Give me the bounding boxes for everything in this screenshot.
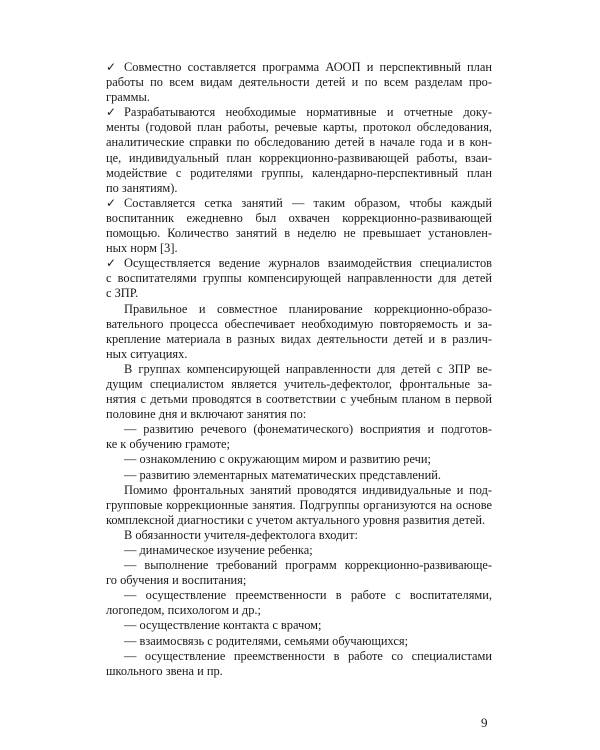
line-text: ке к обучению грамоте; — [106, 437, 231, 452]
line-text: половине дня и включают занятия по: — [106, 407, 307, 422]
paragraph — [106, 362, 492, 422]
text-line — [106, 151, 492, 166]
text-line — [106, 422, 492, 437]
line-text: помощью. Количество занятий в неделю не превышает установлен- — [106, 226, 492, 241]
text-line — [106, 634, 492, 649]
text-line — [106, 75, 492, 90]
checkmark-icon: ✓ — [106, 195, 117, 210]
text-line — [106, 347, 492, 362]
text-line — [106, 196, 492, 211]
line-text: модействие с родителями группы, календарно-перспективный план — [106, 165, 492, 180]
text-line — [106, 407, 492, 422]
paragraph — [106, 649, 492, 679]
checkmark-icon: ✓ — [106, 105, 117, 120]
line-text: нятия с детьми проводятся в соответствии с учебным планом в первой — [106, 392, 492, 407]
line-text: Разрабатываются необходимые нормативные и отчетные доку- — [124, 105, 492, 120]
text-line — [106, 392, 492, 407]
line-text: групповые коррекционные занятия. Подгруппы организуются на основе — [106, 497, 492, 512]
text-line — [106, 60, 492, 75]
checkmark-icon: ✓ — [106, 60, 117, 74]
line-text: — выполнение требований программ коррекционно-развивающе- — [124, 558, 492, 573]
line-text: комплексной диагностики с учетом актуального уровня развития детей. — [106, 512, 486, 527]
text-line — [106, 317, 492, 332]
text-line — [106, 332, 492, 347]
paragraph — [106, 618, 492, 633]
text-line — [106, 588, 492, 603]
text-line — [106, 241, 492, 256]
text-line — [106, 543, 492, 558]
line-text: с ЗПР. — [106, 286, 139, 301]
line-text: крепление материала в разных видах деятельности детей и в различ- — [106, 331, 492, 346]
text-line — [106, 181, 492, 196]
text-line — [106, 513, 492, 528]
text-line — [106, 286, 492, 301]
page-number: 9 — [481, 715, 488, 730]
text-line — [106, 558, 492, 573]
text-line — [106, 256, 492, 271]
line-text: дущим специалистом является учитель-дефектолог, фронтальные за- — [106, 376, 492, 391]
line-text: с воспитателями группы компенсирующей направленности для детей — [106, 271, 492, 286]
line-text: вательного процесса обеспечивает необходимую повторяемость и за- — [106, 316, 492, 331]
checklist-item — [106, 105, 492, 196]
text-line — [106, 271, 492, 286]
text-line — [106, 483, 492, 498]
line-text: аналитические справки по обследованию детей в начале года и в кон- — [106, 135, 492, 150]
paragraph — [106, 452, 492, 467]
paragraph — [106, 634, 492, 649]
checklist-item — [106, 256, 492, 301]
line-text: воспитанник ежедневно был охвачен коррекционно-развивающей — [106, 210, 492, 225]
line-text: менты (годовой план работы, речевые карты, протокол обследования, — [106, 120, 492, 135]
text-line — [106, 437, 492, 452]
line-text: ных ситуациях. — [106, 346, 188, 361]
line-text: Составляется сетка занятий — таким образом, чтобы каждый — [124, 195, 492, 210]
line-text: го обучения и воспитания; — [106, 573, 247, 588]
line-text: ных норм [3]. — [106, 241, 178, 256]
text-line — [106, 498, 492, 513]
line-text: работы по всем видам деятельности детей и по всем разделам про- — [106, 75, 492, 90]
paragraph — [106, 302, 492, 362]
line-text: — осуществление преемственности в работе со специалистами — [124, 648, 492, 663]
text-line — [106, 468, 492, 483]
paragraph — [106, 483, 492, 528]
line-text: граммы. — [106, 90, 150, 105]
line-text: — взаимосвязь с родителями, семьями обучающихся; — [124, 633, 409, 648]
line-text: — осуществление контакта с врачом; — [124, 618, 322, 633]
checkmark-icon: ✓ — [106, 256, 117, 271]
text-line — [106, 226, 492, 241]
text-line — [106, 135, 492, 150]
paragraph — [106, 528, 492, 543]
text-line — [106, 302, 492, 317]
text-line — [106, 528, 492, 543]
text-line — [106, 649, 492, 664]
paragraph — [106, 558, 492, 588]
paragraph — [106, 588, 492, 618]
document-page — [106, 60, 492, 679]
text-line — [106, 618, 492, 633]
text-line — [106, 664, 492, 679]
text-line — [106, 90, 492, 105]
line-text: — ознакомлению с окружающим миром и развитию речи; — [124, 452, 431, 467]
line-text: Правильное и совместное планирование коррекционно-образо- — [124, 301, 492, 316]
checklist-item — [106, 196, 492, 256]
text-line — [106, 377, 492, 392]
text-line — [106, 105, 492, 120]
line-text: В обязанности учителя-дефектолога входит: — [124, 527, 358, 542]
line-text: школьного звена и пр. — [106, 663, 223, 678]
line-text: В группах компенсирующей направленности для детей с ЗПР ве- — [124, 361, 492, 376]
text-line — [106, 211, 492, 226]
line-text: це, индивидуальный план коррекционно-развивающей работы, взаи- — [106, 150, 492, 165]
line-text: по занятиям). — [106, 180, 178, 195]
paragraph — [106, 543, 492, 558]
line-text: — развитию элементарных математических представлений. — [124, 467, 441, 482]
text-line — [106, 452, 492, 467]
text-line — [106, 573, 492, 588]
checklist-item — [106, 60, 492, 105]
text-line — [106, 603, 492, 618]
line-text: — осуществление преемственности в работе с воспитателями, — [124, 588, 492, 603]
paragraph — [106, 468, 492, 483]
line-text: Осуществляется ведение журналов взаимодействия специалистов — [124, 256, 492, 271]
line-text: логопедом, психологом и др.; — [106, 603, 261, 618]
text-line — [106, 120, 492, 135]
text-line — [106, 362, 492, 377]
text-line — [106, 166, 492, 181]
line-text: — развитию речевого (фонематического) восприятия и подготов- — [124, 422, 492, 437]
line-text: Совместно составляется программа АООП и перспективный план — [124, 60, 492, 74]
line-text: Помимо фронтальных занятий проводятся индивидуальные и под- — [124, 482, 492, 497]
line-text: — динамическое изучение ребенка; — [124, 543, 313, 557]
paragraph — [106, 422, 492, 452]
